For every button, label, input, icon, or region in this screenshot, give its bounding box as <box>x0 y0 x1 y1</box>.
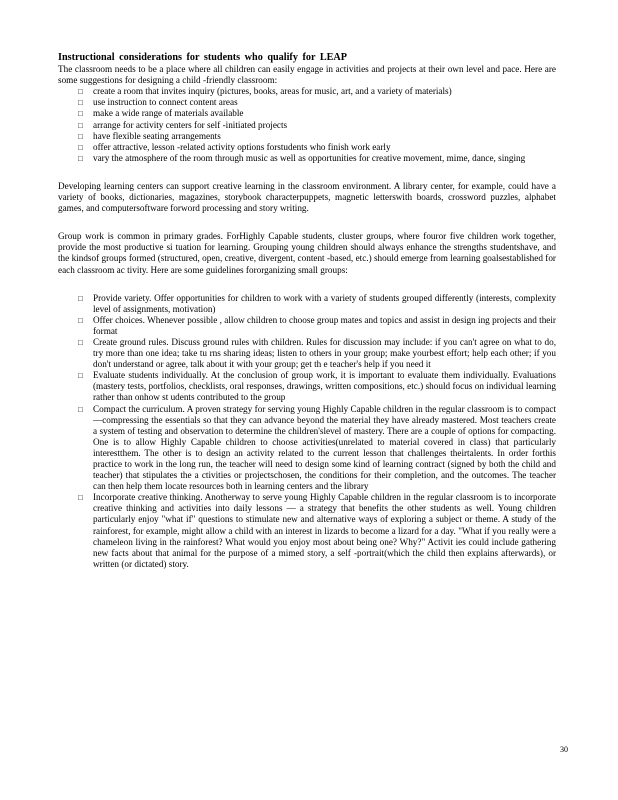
page-number: 30 <box>560 745 568 754</box>
list-item: □ use instruction to connect content areas <box>78 97 556 108</box>
list-item: □ vary the atmosphere of the room through music as well as opportunities for creative movement, mime, dance, singing <box>78 153 556 164</box>
list-item: □ offer attractive, lesson -related activity options forstudents who finish work early <box>78 142 556 153</box>
list-item: □ have flexible seating arrangements <box>78 131 556 142</box>
list-item: □ Evaluate students individually. At the conclusion of group work, it is important to evaluate them individually. Evaluations (mastery tests, portfolios, checklists, oral responses, drawings, written compositions, etc.) should focus on individual learning rather than onhow st udents contributed to the group <box>78 370 556 403</box>
list-item: □ arrange for activity centers for self -initiated projects <box>78 120 556 131</box>
group-guidelines-list <box>58 293 556 570</box>
list-item: □ Offer choices. Whenever possible , allow children to choose group mates and topics and assist in design ing projects and their format <box>78 315 556 337</box>
group-work-paragraph: Group work is common in primary grades. ForHighly Capable students, cluster groups, where fouror five children work together, provide the most productive si tuation for learning. Grouping young children should always enhance the strengths studentshave, and the kindsof groups formed (structured, open, creative, divergent, content -based, etc.) should emerge from learning goalsestablished for each classroom ac tivity. Here are some guidelines fororganizing small groups: <box>58 231 556 275</box>
list-item: □ Incorporate creative thinking. Anotherway to serve young Highly Capable children in the regular classroom is to incorporate creative thinking and activities into daily lessons — a strategy that benefits the other students as well. Young children particularly enjoy "what if" questions to stimulate new and alternative ways of exploring a subject or theme. A study of the rainforest, for example, might allow a child with an interest in lizards to become a lizard for a day. "What if you really were a chameleon living in the rainforest? What would you enjoy most about being one? Why?" Activit ies could include gathering new facts about that animal for the purpose of a mimed story, a self -portrait(which the child then explains afterwards), or written (or dictated) story. <box>78 492 556 570</box>
list-item: □ Create ground rules. Discuss ground rules with children. Rules for discussion may include: if you can't agree on what to do, try more than one idea; take tu rns sharing ideas; listen to others in your group; make yourbest effort; help each other; if you don't understand or agree, talk about it with your group; get th e teacher's help if you need it <box>78 337 556 370</box>
learning-centers-paragraph: Developing learning centers can support creative learning in the classroom environment. A library center, for example, could have a variety of books, dictionaries, magazines, storybook characterpuppets, magnetic letterswith boards, crossword puzzles, alphabet games, and computersoftware forword processing and story writing. <box>58 180 556 214</box>
classroom-suggestions-list <box>58 86 556 164</box>
intro-paragraph: The classroom needs to be a place where all children can easily engage in activities and projects at their own level and pace. Here are some suggestions for designing a child -friendly classroom: <box>58 64 556 86</box>
section-heading: Instructional considerations for students who qualify for LEAP <box>58 52 347 63</box>
list-item: □ make a wide range of materials available <box>78 108 556 119</box>
list-item: □ Compact the curriculum. A proven strategy for serving young Highly Capable children in the regular classroom is to compact —compressing the essentials so that they can advance beyond the material they have already mastered. Most teachers create a system of testing and observation to determine the children'slevel of mastery. There are a couple of options for compacting. One is to allow Highly Capable children to choose activities(unrelated to material covered in class) that particularly interestthem. The other is to design an activity related to the current lesson that challenges theirtalents. In order forthis practice to work in the long run, the teacher will need to design some kind of learning contract (signed by both the child and teacher) that stipulates the a ctivities or projectschosen, the conditions for their completion, and the outcomes. The teacher can then help them locate resources both in learning centers and the library <box>78 404 556 493</box>
list-item: □ Provide variety. Offer opportunities for children to work with a variety of students grouped differently (interests, complexity level of assignments, motivation) <box>78 293 556 315</box>
list-item: □ create a room that invites inquiry (pictures, books, areas for music, art, and a variety of materials) <box>78 86 556 97</box>
document-body <box>58 52 556 570</box>
